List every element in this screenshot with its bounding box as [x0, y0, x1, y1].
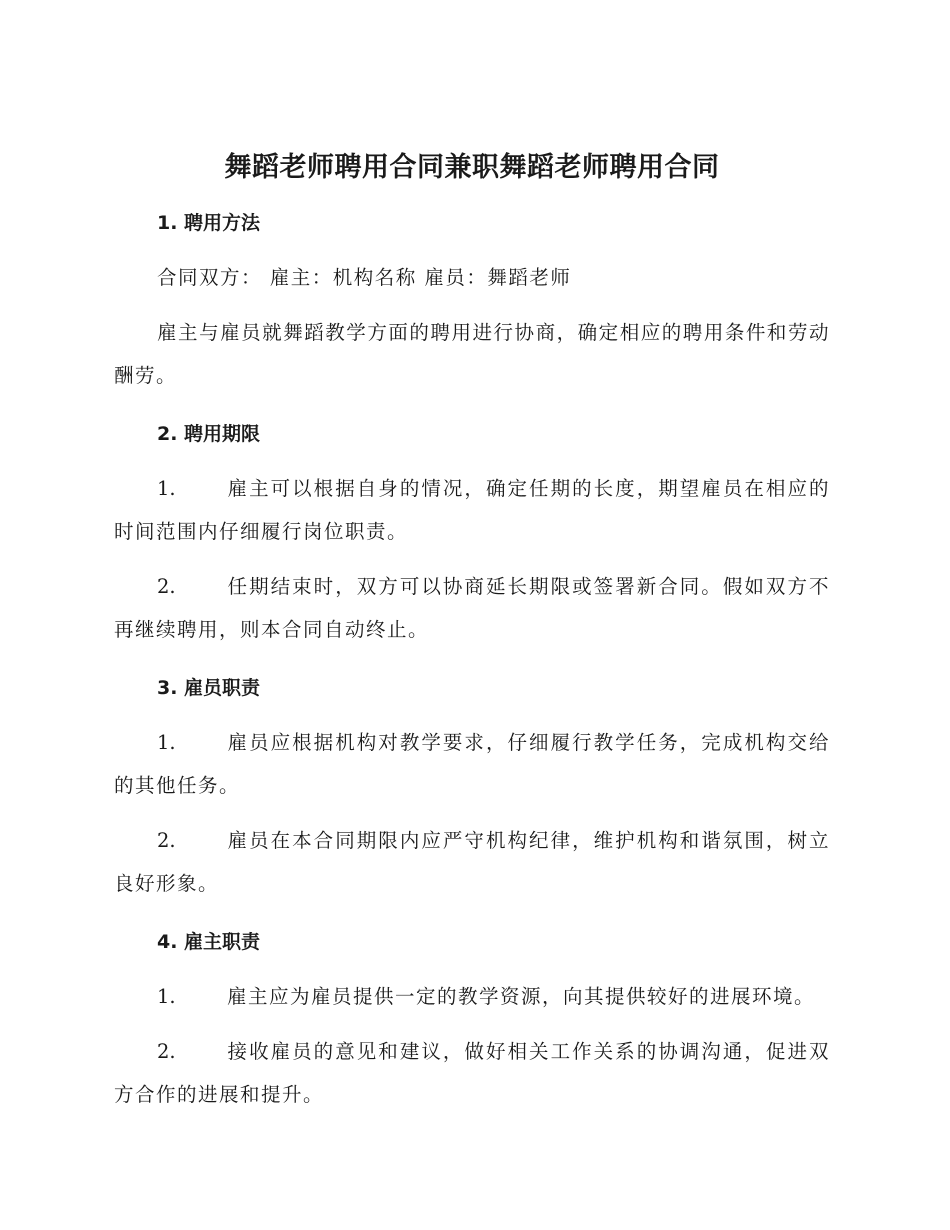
list-item-text: 接收雇员的意见和建议，做好相关工作关系的协调沟通，促进双方合作的进展和提升。	[114, 1040, 830, 1106]
list-item	[114, 1030, 830, 1116]
document-title: 舞蹈老师聘用合同兼职舞蹈老师聘用合同	[224, 152, 720, 183]
section-heading: 2. 聘用期限	[157, 423, 261, 445]
list-item-text: 雇员在本合同期限内应严守机构纪律，维护机构和谐氛围，树立良好形象。	[114, 829, 830, 895]
document-page	[114, 140, 830, 1116]
paragraph: 雇主与雇员就舞蹈教学方面的聘用进行协商，确定相应的聘用条件和劳动酬劳。	[114, 321, 830, 387]
list-item	[114, 819, 830, 905]
list-item-text: 雇主可以根据自身的情况，确定任期的长度，期望雇员在相应的时间范围内仔细履行岗位职责。	[114, 477, 830, 543]
list-item	[114, 721, 830, 807]
list-item-number: 2.	[157, 575, 176, 598]
section-heading: 1. 聘用方法	[157, 212, 261, 234]
list-item-text: 任期结束时，双方可以协商延长期限或签署新合同。假如双方不再继续聘用，则本合同自动终止。	[114, 575, 830, 641]
list-item-number: 2.	[157, 1040, 176, 1063]
list-item-number: 1.	[157, 731, 176, 754]
list-item-number: 1.	[157, 477, 176, 500]
list-item-number: 2.	[157, 829, 176, 852]
list-item-text: 雇员应根据机构对教学要求，仔细履行教学任务，完成机构交给的其他任务。	[114, 731, 830, 797]
list-item-number: 1.	[157, 985, 176, 1008]
section-heading: 3. 雇员职责	[157, 677, 261, 699]
list-item	[114, 975, 830, 1018]
section-heading: 4. 雇主职责	[157, 931, 261, 953]
paragraph: 合同双方： 雇主：机构名称 雇员：舞蹈老师	[157, 266, 572, 289]
list-item-text: 雇主应为雇员提供一定的教学资源，向其提供较好的进展环境。	[227, 985, 816, 1008]
list-item	[114, 565, 830, 651]
list-item	[114, 467, 830, 553]
